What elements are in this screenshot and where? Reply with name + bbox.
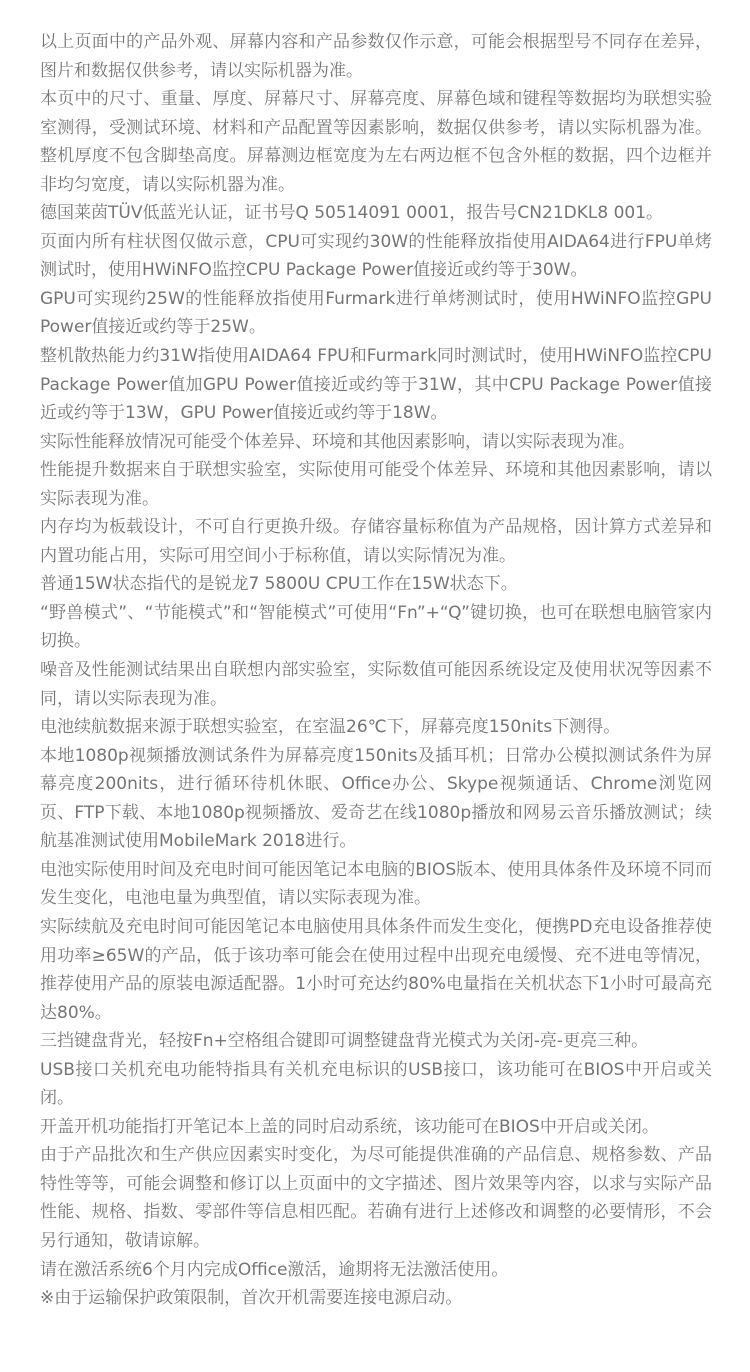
note-noise-testing: 噪音及性能测试结果出自联想内部实验室，实际数值可能因系统设定及使用状况等因素不同，请以实际表现为准。 [40, 660, 712, 709]
note-lid-open-boot: 开盖开机功能指打开笔记本上盖的同时启动系统，该功能可在BIOS中开启或关闭。 [40, 1116, 659, 1137]
note-gpu-power: GPU可实现约25W的性能释放指使用Furmark进行单烤测试时，使用HWiNFO监控GPU Power值接近或约等于25W。 [40, 288, 712, 338]
note-thermal-capacity: 整机散热能力约31W指使用AIDA64 FPU和Furmark同时测试时，使用HWiNFO监控CPU Package Power值加GPU Power值接近或约等于31W，其中CPU Package Power值接近或约等于13W，GPU Power值接近或约等于18W。 [40, 346, 712, 424]
note-tuv-certification: 德国莱茵TÜV低蓝光认证，证书号Q 50514091 0001，报告号CN21DKL8 001。 [40, 203, 664, 224]
note-battery-source: 电池续航数据来源于联想实验室，在室温26℃下，屏幕亮度150nits下测得。 [40, 717, 621, 738]
note-appearance: 以上页面中的产品外观、屏幕内容和产品参数仅作示意，可能会根据型号不同存在差异，图片和数据仅供参考，请以实际机器为准。 [40, 32, 712, 81]
note-memory-storage: 内存均为板载设计，不可自行更换升级。存储容量标称值为产品规格，因计算方式差异和内置功能占用，实际可用空间小于标称值，请以实际情况为准。 [40, 517, 712, 566]
note-battery-test-conditions: 本地1080p视频播放测试条件为屏幕亮度150nits及插耳机；日常办公模拟测试条件为屏幕亮度200nits，进行循环待机休眠、Office办公、Skype视频通话、Chrome浏览网页、FTP下载、本地1080p视频播放、爱奇艺在线1080p播放和网易云音乐播放测试；续航基准测试使用MobileMark 2018进行。 [40, 745, 712, 852]
note-cpu-power: 页面内所有柱状图仅做示意，CPU可实现约30W的性能释放指使用AIDA64进行FPU单烤测试时，使用HWiNFO监控CPU Package Power值接近或约等于30W。 [40, 231, 712, 281]
note-office-activation: 请在激活系统6个月内完成Office激活，逾期将无法激活使用。 [40, 1259, 509, 1280]
note-usb-charging: USB接口关机充电功能特指具有关机充电标识的USB接口，该功能可在BIOS中开启或关闭。 [40, 1059, 712, 1109]
note-dimensions: 本页中的尺寸、重量、厚度、屏幕尺寸、屏幕亮度、屏幕色域和键程等数据均为联想实验室测得，受测试环境、材料和产品配置等因素影响，数据仅供参考，请以实际机器为准。整机厚度不包含脚垫高度。屏幕测边框宽度为左右两边框不包含外框的数据，四个边框并非均匀宽度，请以实际机器为准。 [40, 89, 712, 195]
note-battery-variance: 电池实际使用时间及充电时间可能因笔记本电脑的BIOS版本、使用具体条件及环境不同而发生变化，电池电量为典型值，请以实际表现为准。 [40, 859, 712, 909]
note-15w-state: 普通15W状态指代的是锐龙7 5800U CPU工作在15W状态下。 [40, 574, 518, 595]
disclaimer-notes [40, 28, 712, 1313]
note-performance-source: 性能提升数据来自于联想实验室，实际使用可能受个体差异、环境和其他因素影响，请以实际表现为准。 [40, 460, 712, 509]
note-product-changes: 由于产品批次和生产供应因素实时变化，为尽可能提供准确的产品信息、规格参数、产品特性等等，可能会调整和修订以上页面中的文字描述、图片效果等内容，以求与实际产品性能、规格、指数、零部件等信息相匹配。若确有进行上述修改和调整的必要情形，不会另行通知，敬请谅解。 [40, 1145, 712, 1251]
note-performance-variance: 实际性能释放情况可能受个体差异、环境和其他因素影响，请以实际表现为准。 [40, 431, 635, 452]
note-first-boot-power: ※由于运输保护政策限制，首次开机需要连接电源启动。 [40, 1288, 463, 1309]
note-keyboard-backlight: 三挡键盘背光，轻按Fn+空格组合键即可调整键盘背光模式为关闭-亮-更亮三种。 [40, 1031, 649, 1052]
note-charging: 实际续航及充电时间可能因笔记本电脑使用具体条件而发生变化，便携PD充电设备推荐使用功率≥65W的产品，低于该功率可能会在使用过程中出现充电缓慢、充不进电等情况，推荐使用产品的原装电源适配器。1小时可充达约80%电量指在关机状态下1小时可最高充达80%。 [40, 916, 712, 1023]
note-performance-modes: “野兽模式”、“节能模式”和“智能模式”可使用“Fn”+“Q”键切换，也可在联想电脑管家内切换。 [40, 602, 712, 652]
